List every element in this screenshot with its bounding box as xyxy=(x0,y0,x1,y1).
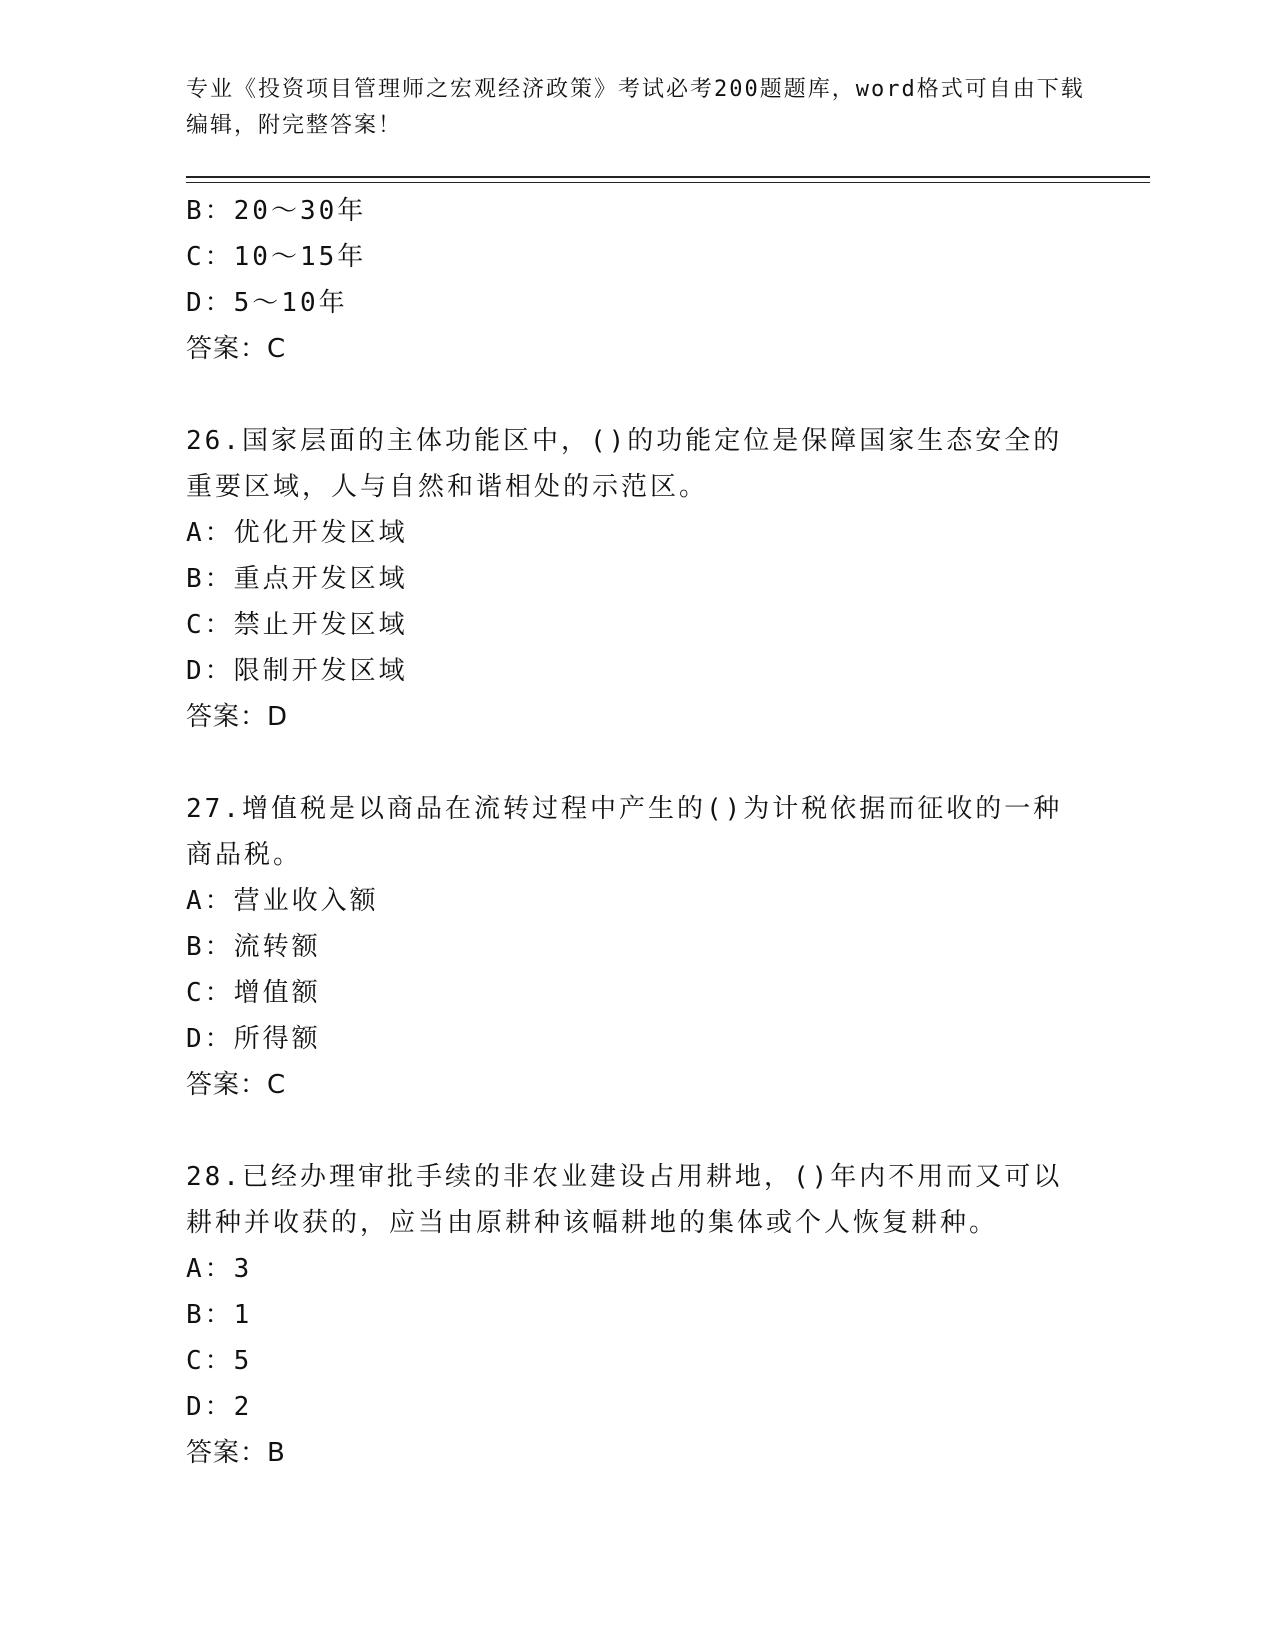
option-c: C：5 xyxy=(186,1346,253,1376)
answer-line: 答案：B xyxy=(186,1438,286,1468)
option-d: D：2 xyxy=(186,1392,253,1422)
option-a: A：优化开发区域 xyxy=(186,518,408,548)
question-26 xyxy=(186,418,1086,740)
question-stem: 27.增值税是以商品在流转过程中产生的()为计税依据而征收的一种商品税。 xyxy=(186,794,1063,870)
option-c: C：增值额 xyxy=(186,978,321,1008)
option-c: C：10～15年 xyxy=(186,242,367,272)
document-header: 专业《投资项目管理师之宏观经济政策》考试必考200题题库，word格式可自由下载编辑，附完整答案！ xyxy=(186,77,1085,138)
option-d: D：所得额 xyxy=(186,1024,321,1054)
document-body xyxy=(186,188,1086,1476)
option-b: B：20～30年 xyxy=(186,196,367,226)
option-b: B：1 xyxy=(186,1300,253,1330)
option-c: C：禁止开发区域 xyxy=(186,610,408,640)
question-28 xyxy=(186,1154,1086,1476)
header-rule-thin xyxy=(186,182,1150,183)
answer-line: 答案：C xyxy=(186,1070,287,1100)
option-d: D：5～10年 xyxy=(186,288,348,318)
option-a: A：3 xyxy=(186,1254,253,1284)
option-b: B：重点开发区域 xyxy=(186,564,408,594)
question-stem: 26.国家层面的主体功能区中，()的功能定位是保障国家生态安全的重要区域，人与自然和谐相处的示范区。 xyxy=(186,426,1063,502)
question-stem: 28.已经办理审批手续的非农业建设占用耕地，()年内不用而又可以耕种并收获的，应当由原耕种该幅耕地的集体或个人恢复耕种。 xyxy=(186,1162,1063,1238)
option-d: D：限制开发区域 xyxy=(186,656,408,686)
prev-question-tail xyxy=(186,188,1086,372)
answer-line: 答案：C xyxy=(186,334,287,364)
header-rule-thick xyxy=(186,176,1150,178)
answer-line: 答案：D xyxy=(186,702,289,732)
option-b: B：流转额 xyxy=(186,932,321,962)
option-a: A：营业收入额 xyxy=(186,886,379,916)
question-27 xyxy=(186,786,1086,1108)
